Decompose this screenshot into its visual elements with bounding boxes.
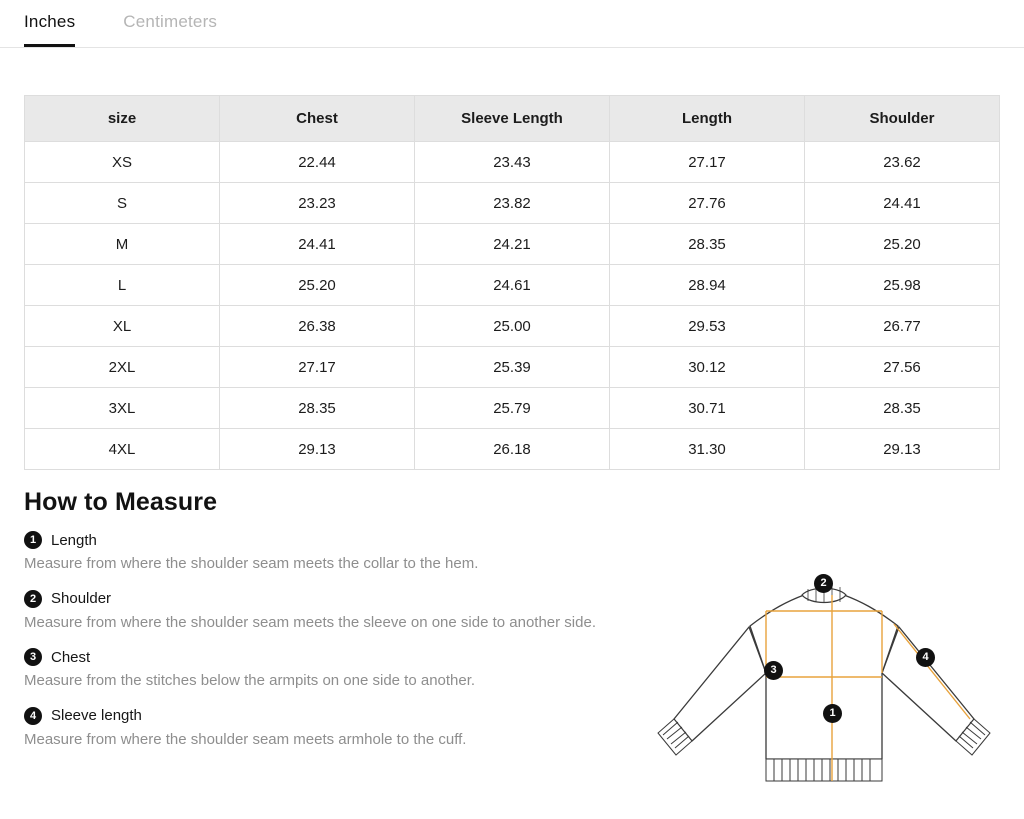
cell-chest: 29.13 [220,429,415,470]
cell-sleeve-length: 25.79 [415,388,610,429]
cell-chest: 27.17 [220,347,415,388]
table-row [25,347,1000,388]
cell-sleeve-length: 24.61 [415,265,610,306]
cell-sleeve-length: 25.00 [415,306,610,347]
cell-chest: 23.23 [220,183,415,224]
measure-item-label: Length [51,531,97,549]
cell-size: 2XL [25,347,220,388]
cell-chest: 28.35 [220,388,415,429]
table-row [25,388,1000,429]
column-header-length: Length [610,96,805,142]
cell-shoulder: 25.20 [805,224,1000,265]
cell-sleeve-length: 23.43 [415,142,610,183]
measure-item-header [24,648,664,666]
table-row [25,265,1000,306]
size-table-head [25,96,1000,142]
cell-chest: 26.38 [220,306,415,347]
column-header-shoulder: Shoulder [805,96,1000,142]
cell-shoulder: 25.98 [805,265,1000,306]
cell-size: L [25,265,220,306]
illustration-marker-length: 1 [823,704,842,723]
measure-item-label: Shoulder [51,590,112,607]
cell-chest: 22.44 [220,142,415,183]
cell-size: XL [25,306,220,347]
cell-sleeve-length: 26.18 [415,429,610,470]
measure-item-sleeve-length [24,707,664,750]
table-row [25,429,1000,470]
cell-shoulder: 28.35 [805,388,1000,429]
how-to-measure-title: How to Measure [24,488,218,516]
column-header-sleeve-length: Sleeve Length [415,96,610,142]
cell-size: 3XL [25,388,220,429]
cell-sleeve-length: 23.82 [415,183,610,224]
measure-item-chest [24,648,664,691]
cell-sleeve-length: 24.21 [415,224,610,265]
illustration-marker-chest: 3 [764,661,783,680]
measure-item-description: Measure from where the shoulder seam meets the collar to the hem. [24,555,479,572]
table-header-row [25,96,1000,142]
cell-chest: 24.41 [220,224,415,265]
illustration-marker-sleeve-length: 4 [916,648,935,667]
cell-length: 30.71 [610,388,805,429]
number-badge-icon: 1 [24,531,42,549]
measure-item-header [24,531,664,549]
table-row [25,142,1000,183]
cell-length: 31.30 [610,429,805,470]
cell-length: 28.35 [610,224,805,265]
measure-item-description: Measure from the stitches below the armpits on one side to another. [24,672,476,689]
cell-shoulder: 24.41 [805,183,1000,224]
cell-shoulder: 23.62 [805,142,1000,183]
table-row [25,183,1000,224]
cell-length: 27.76 [610,183,805,224]
cell-length: 29.53 [610,306,805,347]
column-header-chest: Chest [220,96,415,142]
measure-item-header [24,590,664,608]
sweatshirt-illustration-icon [654,569,1014,819]
cell-chest: 25.20 [220,265,415,306]
cell-length: 28.94 [610,265,805,306]
size-table-body [25,142,1000,470]
tab-centimeters[interactable]: Centimeters [123,12,217,47]
measure-item-label: Chest [51,648,91,666]
cell-size: XS [25,142,220,183]
cell-sleeve-length: 25.39 [415,347,610,388]
size-table-container [24,95,1000,470]
cell-size: S [25,183,220,224]
cell-shoulder: 27.56 [805,347,1000,388]
tab-inches[interactable]: Inches [24,12,75,47]
column-header-size: size [25,96,220,142]
illustration-marker-shoulder: 2 [814,574,833,593]
cell-shoulder: 26.77 [805,306,1000,347]
unit-tabs [0,0,1024,48]
measure-item-header [24,707,664,725]
measure-item-length [24,531,664,574]
cell-length: 30.12 [610,347,805,388]
cell-size: M [25,224,220,265]
number-badge-icon: 2 [24,590,42,608]
measure-item-shoulder [24,590,664,633]
how-to-measure-list [24,531,664,749]
cell-size: 4XL [25,429,220,470]
number-badge-icon: 4 [24,707,42,725]
cell-length: 27.17 [610,142,805,183]
measure-item-description: Measure from where the shoulder seam meets the sleeve on one side to another side. [24,613,596,631]
measure-item-description: Measure from where the shoulder seam meets armhole to the cuff. [24,730,467,748]
size-table [24,95,1000,470]
measure-item-label: Sleeve length [51,707,142,724]
sweatshirt-diagram [654,569,1014,819]
table-row [25,306,1000,347]
cell-shoulder: 29.13 [805,429,1000,470]
table-row [25,224,1000,265]
number-badge-icon: 3 [24,648,42,666]
